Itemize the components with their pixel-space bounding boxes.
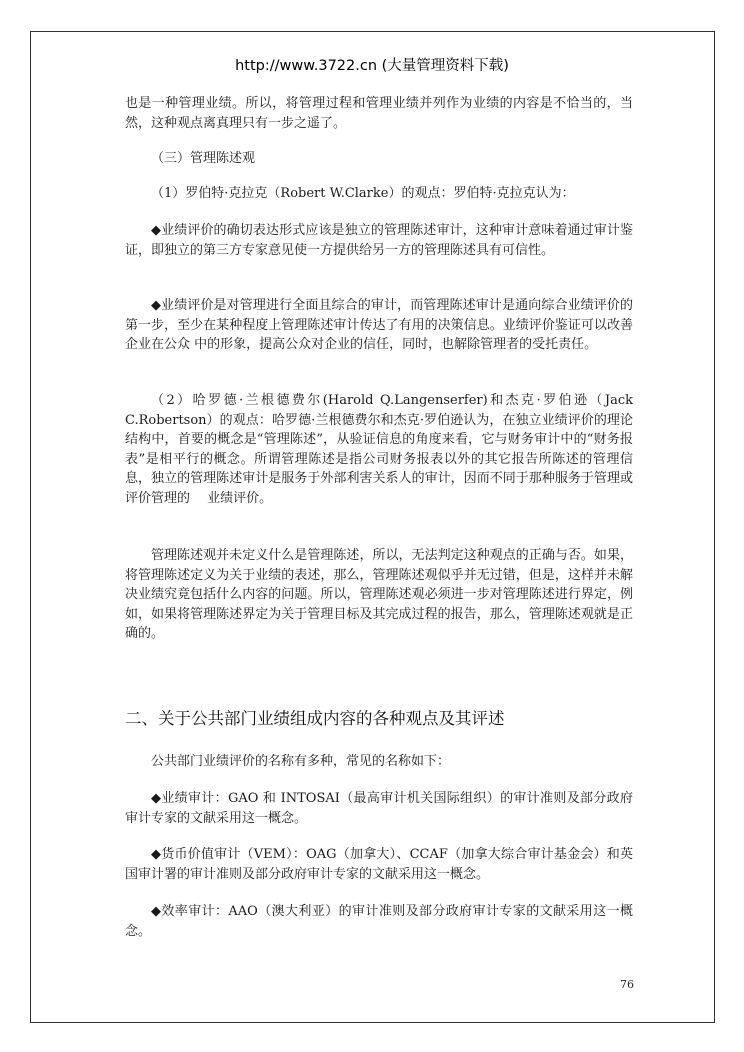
- paragraph-continuation: 也是一种管理业绩。所以，将管理过程和管理业绩并列作为业绩的内容是不恰当的，当然，这种观点离真理只有一步之遥了。: [125, 96, 633, 131]
- paragraph-evaluation: 管理陈述观并未定义什么是管理陈述，所以，无法判定这种观点的正确与否。如果，将管理陈述定义为关于业绩的表述，那么，管理陈述观似乎并无过错，但是，这样并未解决业绩究竟包括什么内容的问题。所以，管理陈述观必须进一步对管理陈述进行界定，例如，如果将管理陈述界定为关于管理目标及其完成过程的报告，那么，管理陈述观就是正确的。: [125, 548, 633, 641]
- page-header: http://www.3722.cn (大量管理资料下载): [235, 58, 509, 74]
- bullet-paragraph: ◆效率审计：AAO（澳大利亚）的审计准则及部分政府审计专家的文献采用这一概念。: [125, 904, 633, 939]
- bullet-paragraph: ◆货币价值审计（VEM）：OAG（加拿大）、CCAF（加拿大综合审计基金会）和英国审计署的审计准则及部分政府审计专家的文献采用这一概念。: [125, 847, 633, 882]
- page-number: 76: [620, 978, 634, 991]
- section-heading: 二、关于公共部门业绩组成内容的各种观点及其评述: [125, 709, 505, 728]
- bullet-paragraph: ◆业绩评价是对管理进行全面且综合的审计，而管理陈述审计是通向综合业绩评价的第一步，至少在某种程度上管理陈述审计传达了有用的决策信息。业绩评价鉴证可以改善企业在公众 中的形象，提高公众对企业的信任，同时，也解除管理者的受托责任。: [125, 298, 633, 352]
- bullet-paragraph: ◆业绩评价的确切表达形式应该是独立的管理陈述审计，这种审计意味着通过审计鉴证，即独立的第三方专家意见使一方提供给另一方的管理陈述具有可信性。: [125, 223, 633, 258]
- subsection-title: （三）管理陈述观: [151, 151, 256, 166]
- bullet-paragraph: ◆业绩审计：GAO 和 INTOSAI（最高审计机关国际组织）的审计准则及部分政府审计专家的文献采用这一概念。: [125, 791, 633, 826]
- paragraph-clarke-intro: （1）罗伯特·克拉克（Robert W.Clarke）的观点：罗伯特·克拉克认为：: [151, 186, 575, 201]
- paragraph-public-sector: 公共部门业绩评价的名称有多种，常见的名称如下：: [151, 754, 451, 769]
- paragraph-langenserfer: （2）哈罗德·兰根德费尔(Harold Q.Langenserfer)和杰克·罗伯逊（Jack C.Robertson）的观点：哈罗德·兰根德费尔和杰克·罗伯逊认为，在独立业绩评价的理论结构中，首要的概念是“管理陈述”，从验证信息的角度来看，它与财务审计中的“财务报表”是相平行的概念。所谓管理陈述是指公司财务报表以外的其它报告所陈述的管理信息，独立的管理陈述审计是服务于外部利害关系人的审计，因而不同于那种服务于管理或评价管理的 业绩评价。: [125, 393, 633, 506]
